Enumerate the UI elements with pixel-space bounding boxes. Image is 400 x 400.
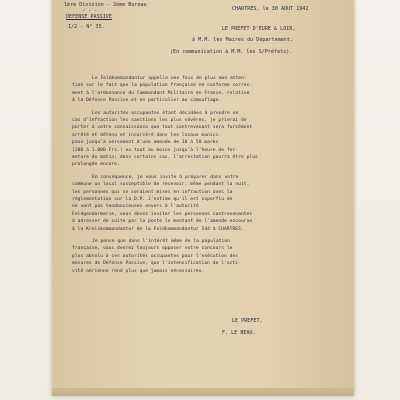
body-line: (200 à 1.000 Frs.) ou tout au moins jusqu'à l'heure de fer- <box>72 147 239 153</box>
body-line: prolongée encore. <box>72 162 120 168</box>
place-date: CHARTRES, le 30 AOUT 1942 <box>232 6 309 12</box>
body-line: porter à votre connaissance que tout contrevenant sera forcément <box>72 125 253 131</box>
sender-title: LE PREFET D'EURE & LOIR, <box>222 26 296 32</box>
body-line: meture du matin; dans certains cas, l'arrestation pourra être plus <box>72 155 258 160</box>
body-line: réglementation sur la D.P. J'estime qu'il est superflu de <box>72 197 233 202</box>
signature-title: LE PREFET, <box>232 318 263 324</box>
body-line: mesures de Défense Passive, que l'intensification de l'acti- <box>72 261 241 267</box>
body-line: arrêté et détenu et incarcéré dans les locaux munici- <box>72 132 222 138</box>
body-line: En conséquence, je vous invite à préparer dans votre <box>92 174 239 180</box>
body-line: ne sont pas tendancieuses envers à l'autorité <box>72 204 199 210</box>
recipient: à M.M. les Maires du Département. <box>192 37 293 43</box>
reference-number: I/2 - N° 35. <box>68 24 105 30</box>
copy-to: (En communication à M.M. les S/Préfets). <box>170 49 293 55</box>
body-line: ment à l'ordonnance du Commandant Militaire en France, relative <box>72 90 250 96</box>
service-title: DEFENSE PASSIVE <box>66 14 112 20</box>
header-dash: - - - <box>82 8 98 14</box>
body-line: tion sur le fait que la population française ne conforme correc- <box>72 83 253 89</box>
body-line: Feldgendarmerie, vous devez inviter les personnes contrevenantes <box>72 211 253 217</box>
body-line: Je pense que dans l'intérêt même de la population <box>92 239 230 244</box>
document-sheet <box>52 0 354 396</box>
body-line: à adresser de suite par la poste le montant de l'amende encourue <box>72 219 253 225</box>
signature-name: F. LE BEAU. <box>222 330 256 336</box>
body-line: française, vous devrez toujours opposer votre concours le <box>72 246 233 252</box>
body-line: à la Kreiskommandantur de la Feldkommandantur 144 à CHARTRES. <box>72 226 244 232</box>
body-line: les personnes qui se seraient mises en infraction avec la <box>72 189 233 195</box>
body-line: à la Défense Passive et en particulier au camouflage. <box>72 98 222 104</box>
body-line: commune un local susceptible de recevoir, même pendant la nuit, <box>72 182 250 188</box>
body-line: vité aérienne rend plus que jamais nécessaires. <box>72 268 205 274</box>
body-line: cas d'infraction les sanctions les plus sévères, je prierai de <box>72 118 247 123</box>
body-line: Le Feldkommandantur appelle une fois de plus mon atten- <box>92 76 247 81</box>
body-line: Les autorités occupantes étant décidées à prendre en <box>92 110 239 116</box>
body-line: plus absolu à ces autorités occupantes pour l'exécution des <box>72 253 239 259</box>
body-line: paux jusqu'à versement d'une amende de 10 à 50 marks <box>72 140 219 146</box>
sheet-bottom-edge <box>52 388 354 396</box>
division-line: 1ère Division - 2ème Bureau <box>64 2 147 8</box>
